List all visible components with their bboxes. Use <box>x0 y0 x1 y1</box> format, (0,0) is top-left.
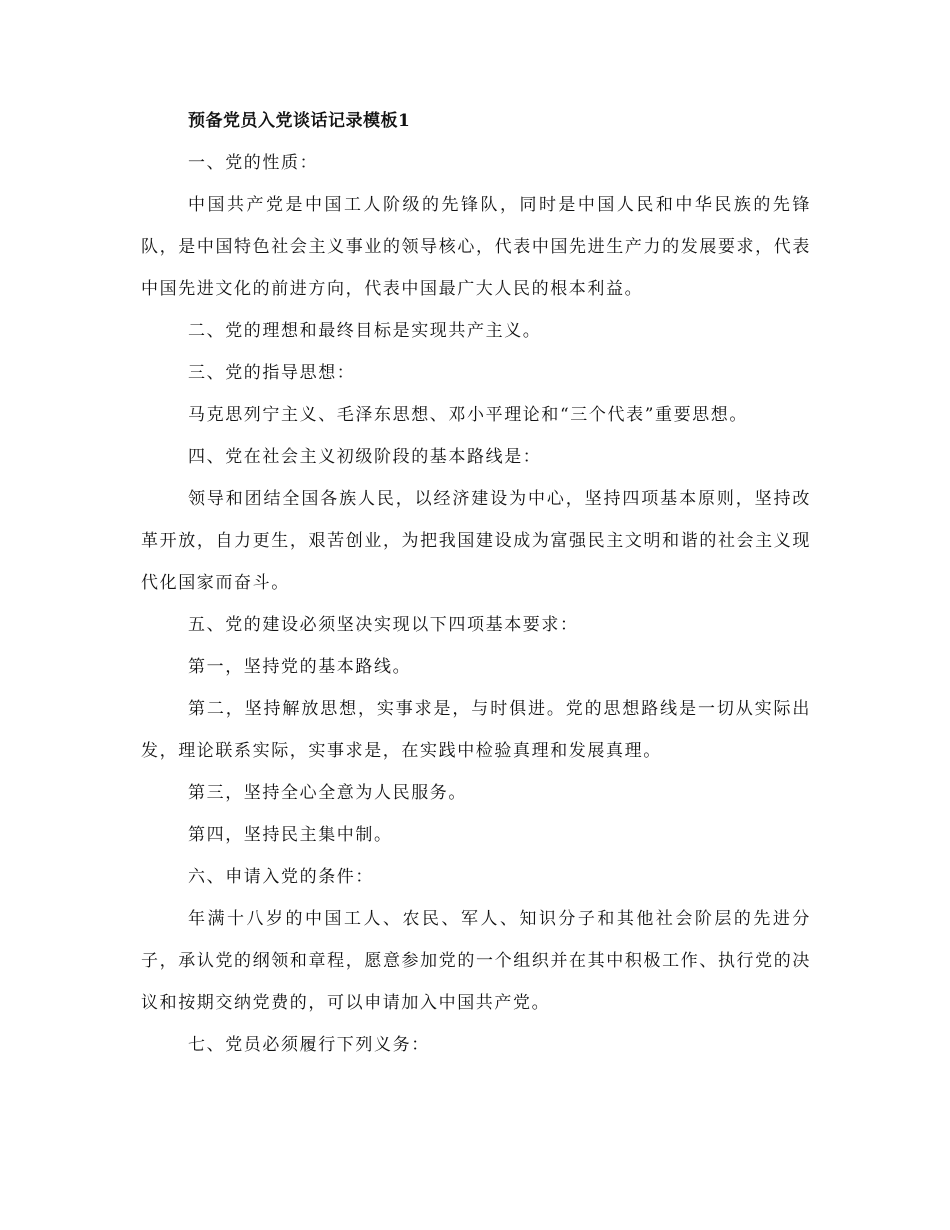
requirement-item-3: 第三，坚持全心全意为人民服务。 <box>188 783 467 803</box>
section-heading-party-ideal: 二、党的理想和最终目标是实现共产主义。 <box>188 321 542 341</box>
paragraph-basic-line: 领导和团结全国各族人民，以经济建设为中心，坚持四项基本原则，坚持改革开放，自力更生，艰苦创业，为把我国建设成为富强民主文明和谐的社会主义现代化国家而奋斗。 <box>141 489 811 593</box>
section-heading-party-nature: 一、党的性质： <box>188 153 319 173</box>
section-heading-conditions: 六、申请入党的条件： <box>188 867 374 887</box>
requirement-item-4: 第四，坚持民主集中制。 <box>188 825 393 845</box>
paragraph-guiding-thought: 马克思列宁主义、毛泽东思想、邓小平理论和“三个代表”重要思想。 <box>188 405 748 425</box>
document-title: 预备党员入党谈话记录模板1 <box>188 111 411 131</box>
section-heading-obligations: 七、党员必须履行下列义务： <box>188 1035 430 1055</box>
document-page <box>141 100 811 1066</box>
paragraph-conditions: 年满十八岁的中国工人、农民、军人、知识分子和其他社会阶层的先进分子，承认党的纲领和章程，愿意参加党的一个组织并在其中积极工作、执行党的决议和按期交纳党费的，可以申请加入中国共产党。 <box>141 909 811 1013</box>
section-heading-basic-line: 四、党在社会主义初级阶段的基本路线是： <box>188 447 542 467</box>
section-heading-guiding-thought: 三、党的指导思想： <box>188 363 356 383</box>
requirement-item-1: 第一，坚持党的基本路线。 <box>188 657 412 677</box>
requirement-item-2: 第二，坚持解放思想，实事求是，与时俱进。党的思想路线是一切从实际出发，理论联系实际，实事求是，在实践中检验真理和发展真理。 <box>141 699 811 761</box>
section-heading-requirements: 五、党的建设必须坚决实现以下四项基本要求： <box>188 615 579 635</box>
paragraph-party-nature: 中国共产党是中国工人阶级的先锋队，同时是中国人民和中华民族的先锋队，是中国特色社会主义事业的领导核心，代表中国先进生产力的发展要求，代表中国先进文化的前进方向，代表中国最广大人民的根本利益。 <box>141 195 811 299</box>
